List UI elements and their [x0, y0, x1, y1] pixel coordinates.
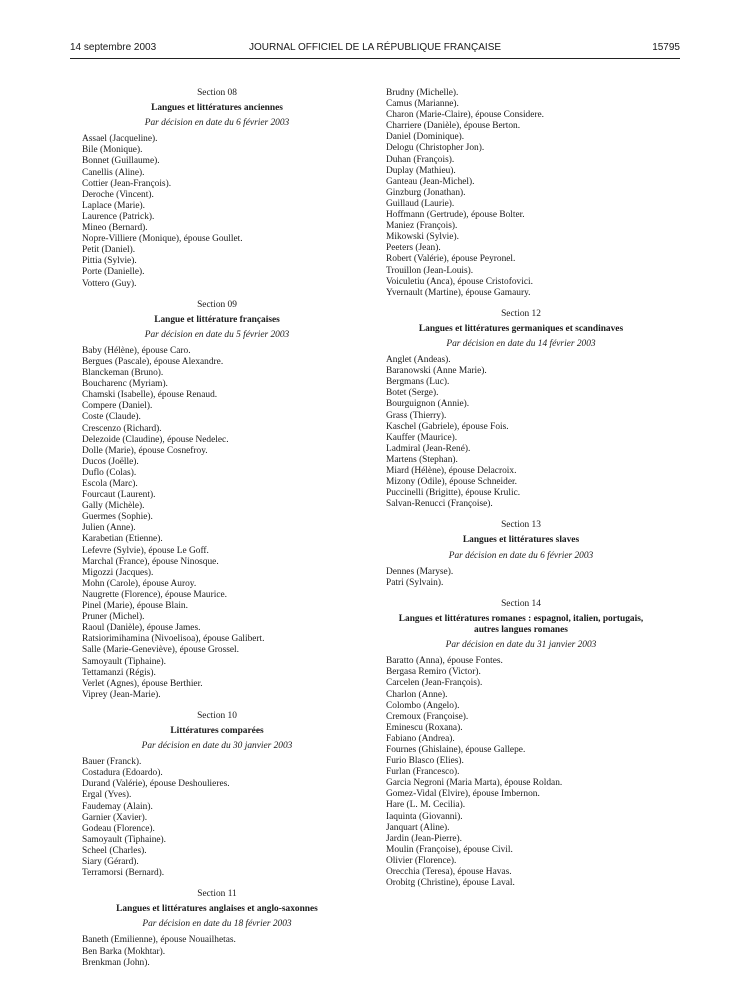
- list-item: Furlan (Francesco).: [386, 767, 460, 778]
- section: [386, 309, 656, 511]
- right-column: [386, 88, 656, 899]
- list-item: Crescenzo (Richard).: [82, 423, 162, 434]
- section-decision-date: Par décision en date du 5 février 2003: [144, 329, 290, 340]
- section-number: Section 10: [197, 710, 237, 721]
- list-item: Laplace (Marie).: [82, 200, 145, 211]
- list-item: Patri (Sylvain).: [386, 577, 444, 588]
- section-decision-date: Par décision en date du 30 janvier 2003: [141, 741, 293, 752]
- section: [82, 300, 352, 701]
- section-title: Langues et littératures romanes : espagnol, italien, portugais, autres langues romanes: [398, 613, 644, 636]
- header-journal-title: JOURNAL OFFICIEL DE LA RÉPUBLIQUE FRANÇAISE: [248, 42, 502, 53]
- section-title: Littératures comparées: [170, 725, 264, 736]
- section: [386, 520, 656, 588]
- section-title: Langue et littérature françaises: [154, 314, 280, 325]
- list-item: Furio Blasco (Elies).: [386, 756, 464, 767]
- list-item: Ladmiral (Jean-René).: [386, 443, 471, 454]
- name-list: [386, 88, 656, 299]
- list-item: Camus (Marianne).: [386, 99, 459, 110]
- section-number: Section 09: [197, 299, 237, 310]
- list-item: Bergmans (Luc).: [386, 377, 450, 388]
- name-list: [82, 935, 352, 968]
- header-page-number: 15795: [652, 42, 680, 53]
- list-item: Orobitg (Christine), épouse Laval.: [386, 878, 515, 889]
- name-list: [386, 567, 656, 589]
- list-item: Karabetian (Etienne).: [82, 534, 163, 545]
- list-item: Compere (Daniel).: [82, 401, 153, 412]
- list-item: Mohn (Carole), épouse Auroy.: [82, 578, 197, 589]
- list-item: Orecchia (Teresa), épouse Havas.: [386, 867, 512, 877]
- list-item: Robert (Valérie), épouse Peyronel.: [386, 254, 516, 265]
- section-decision-date: Par décision en date du 14 février 2003: [446, 338, 596, 349]
- list-item: Dolle (Marie), épouse Cosnefroy.: [82, 445, 208, 456]
- list-item: Canellis (Aline).: [82, 167, 145, 178]
- left-column: [82, 88, 352, 979]
- section-title: Langues et littératures slaves: [462, 535, 580, 546]
- list-item: Cremoux (Françoise).: [386, 711, 469, 722]
- list-item: Fourcaut (Laurent).: [82, 490, 156, 501]
- section-decision-date: Par décision en date du 31 janvier 2003: [445, 640, 597, 651]
- list-item: Martens (Stephan).: [386, 454, 458, 465]
- list-item: Migozzi (Jacques).: [82, 567, 154, 578]
- list-item: Tettamanzi (Régis).: [82, 667, 156, 678]
- list-item: Delezoide (Claudine), épouse Nedelec.: [82, 434, 229, 445]
- list-item: Peeters (Jean).: [386, 243, 441, 254]
- section-number: Section 08: [197, 88, 237, 98]
- list-item: Anglet (Andeas).: [386, 355, 451, 366]
- list-item: Kaschel (Gabriele), épouse Fois.: [386, 421, 509, 432]
- list-item: Blanckeman (Bruno).: [82, 368, 164, 379]
- header-rule: [70, 58, 680, 59]
- list-item: Colombo (Angelo).: [386, 700, 460, 711]
- list-item: Baneth (Emilienne), épouse Nouailhetas.: [82, 935, 236, 946]
- list-item: Charon (Marie-Claire), épouse Considere.: [386, 110, 545, 121]
- header-date: 14 septembre 2003: [70, 42, 157, 53]
- list-item: Bauer (Franck).: [82, 757, 142, 768]
- list-item: Janquart (Aline).: [386, 822, 450, 833]
- list-item: Assael (Jacqueline).: [82, 134, 158, 145]
- list-item: Hare (L. M. Cecilia).: [386, 800, 466, 811]
- list-item: Mikowski (Sylvie).: [386, 232, 459, 243]
- list-item: Deroche (Vincent).: [82, 189, 154, 200]
- list-item: Julien (Anne).: [82, 523, 136, 534]
- name-list: [82, 134, 352, 289]
- list-item: Petit (Daniel).: [82, 245, 136, 256]
- list-item: Charriere (Danièle), épouse Berton.: [386, 121, 521, 132]
- list-item: Siary (Gérard).: [82, 857, 139, 867]
- name-list: [386, 355, 656, 510]
- page-header: [70, 42, 680, 58]
- name-list: [82, 346, 352, 701]
- list-item: Duhan (François).: [386, 154, 455, 165]
- list-item: Puccinelli (Brigitte), épouse Krulic.: [386, 488, 521, 499]
- list-item: Guermes (Sophie).: [82, 512, 153, 523]
- list-item: Lefevre (Sylvie), épouse Le Goff.: [82, 545, 209, 556]
- list-item: Brudny (Michelle).: [386, 88, 459, 98]
- list-item: Garnier (Xavier).: [82, 812, 148, 823]
- list-item: Costadura (Edoardo).: [82, 768, 163, 779]
- list-item: Yvernault (Martine), épouse Gamaury.: [386, 287, 531, 298]
- list-item: Voiculetiu (Anca), épouse Cristofovici.: [386, 276, 533, 287]
- list-item: Fabiano (Andrea).: [386, 733, 455, 744]
- list-item: Gally (Michèle).: [82, 501, 145, 512]
- list-item: Trouillon (Jean-Louis).: [386, 265, 474, 276]
- list-item: Delogu (Christopher Jon).: [386, 143, 485, 154]
- list-item: Durand (Valérie), épouse Deshoulieres.: [82, 779, 230, 790]
- list-item: Moulin (Françoise), épouse Civil.: [386, 844, 513, 855]
- list-item: Terramorsi (Bernard).: [82, 868, 165, 879]
- list-item: Salvan-Renucci (Françoise).: [386, 499, 493, 510]
- list-item: Cottier (Jean-François).: [82, 178, 172, 189]
- section-number: Section 11: [197, 889, 237, 900]
- list-item: Miard (Hélène), épouse Delacroix.: [386, 466, 517, 476]
- list-item: Ginzburg (Jonathan).: [386, 187, 466, 198]
- list-item: Chamski (Isabelle), épouse Renaud.: [82, 390, 218, 401]
- list-item: Ratsiorimihamina (Nivoelisoa), épouse Galibert.: [82, 634, 265, 645]
- list-item: Gomez-Vidal (Elvire), épouse Imbernon.: [386, 789, 540, 800]
- list-item: Mineo (Bernard).: [82, 223, 148, 234]
- list-item: Dennes (Maryse).: [386, 566, 454, 577]
- section: [386, 599, 656, 889]
- list-item: Porte (Danielle).: [82, 267, 145, 278]
- section-number: Section 12: [501, 308, 541, 319]
- list-item: Scheel (Charles).: [82, 845, 147, 856]
- list-item: Bonnet (Guillaume).: [82, 156, 160, 167]
- list-item: Olivier (Florence).: [386, 855, 457, 866]
- section-decision-date: Par décision en date du 18 février 2003: [142, 919, 292, 930]
- list-item: Bile (Monique).: [82, 145, 143, 156]
- list-item: Escola (Marc).: [82, 479, 138, 489]
- section-title: Langues et littératures germaniques et scandinaves: [418, 323, 624, 334]
- list-item: Vottero (Guy).: [82, 278, 137, 289]
- list-item: Marchal (France), épouse Ninosque.: [82, 556, 219, 567]
- list-item: Boucharenc (Myriam).: [82, 379, 168, 390]
- list-item: Botet (Serge).: [386, 388, 439, 399]
- list-item: Laurence (Patrick).: [82, 211, 155, 222]
- list-item: Samoyault (Tiphaine).: [82, 656, 167, 667]
- list-item: Ducos (Joëlle).: [82, 456, 139, 467]
- section-title: Langues et littératures anglaises et anglo-saxonnes: [116, 904, 318, 915]
- section: [82, 711, 352, 879]
- list-item: Jardin (Jean-Pierre).: [386, 833, 463, 844]
- list-item: Hoffmann (Gertrude), épouse Bolter.: [386, 210, 525, 221]
- list-item: Baranowski (Anne Marie).: [386, 366, 487, 377]
- list-item: Ergal (Yves).: [82, 790, 132, 801]
- section: [82, 88, 352, 290]
- name-list: [386, 656, 656, 889]
- list-item: Kauffer (Maurice).: [386, 432, 458, 443]
- list-item: Bergasa Remiro (Victor).: [386, 667, 481, 678]
- list-item: Faudemay (Alain).: [82, 801, 153, 812]
- list-item: Guillaud (Laurie).: [386, 198, 455, 209]
- list-item: Ben Barka (Mokhtar).: [82, 946, 166, 957]
- section: [82, 889, 352, 969]
- list-item: Pinel (Marie), épouse Blain.: [82, 601, 188, 612]
- list-item: Viprey (Jean-Marie).: [82, 689, 161, 700]
- list-item: Raoul (Danièle), épouse James.: [82, 623, 201, 634]
- list-item: Iaquinta (Giovanni).: [386, 811, 463, 822]
- section: [386, 88, 656, 299]
- section-number: Section 13: [501, 520, 541, 531]
- list-item: Pruner (Michel).: [82, 612, 145, 623]
- section-number: Section 14: [501, 598, 541, 609]
- list-item: Baby (Hélène), épouse Caro.: [82, 345, 191, 356]
- list-item: Coste (Claude).: [82, 412, 141, 423]
- list-item: Godeau (Florence).: [82, 823, 155, 834]
- list-item: Samoyault (Tiphaine).: [82, 834, 167, 845]
- list-item: Naugrette (Florence), épouse Maurice.: [82, 589, 227, 600]
- list-item: Bergues (Pascale), épouse Alexandre.: [82, 356, 224, 367]
- name-list: [82, 757, 352, 879]
- list-item: Duflo (Colas).: [82, 467, 137, 478]
- list-item: Brenkman (John).: [82, 957, 150, 968]
- list-item: Eminescu (Roxana).: [386, 722, 463, 733]
- list-item: Baratto (Anna), épouse Fontes.: [386, 656, 503, 667]
- list-item: Duplay (Mathieu).: [386, 165, 456, 176]
- section-title: Langues et littératures anciennes: [151, 103, 283, 114]
- list-item: Pittia (Sylvie).: [82, 256, 137, 267]
- list-item: Salle (Marie-Geneviève), épouse Grossel.: [82, 645, 239, 656]
- list-item: Carcelen (Jean-François).: [386, 678, 483, 689]
- list-item: Maniez (François).: [386, 221, 458, 232]
- list-item: Ganteau (Jean-Michel).: [386, 176, 475, 187]
- section-decision-date: Par décision en date du 6 février 2003: [144, 118, 290, 129]
- section-decision-date: Par décision en date du 6 février 2003: [448, 550, 594, 561]
- list-item: Charlon (Anne).: [386, 689, 448, 700]
- list-item: Bourguignon (Annie).: [386, 399, 470, 410]
- list-item: Daniel (Dominique).: [386, 132, 465, 143]
- list-item: Grass (Thierry).: [386, 410, 447, 421]
- list-item: Verlet (Agnes), épouse Berthier.: [82, 678, 203, 689]
- list-item: Nopre-Villiere (Monique), épouse Goullet.: [82, 234, 243, 245]
- list-item: Mizony (Odile), épouse Schneider.: [386, 477, 517, 488]
- list-item: Fournes (Ghislaine), épouse Gallepe.: [386, 744, 526, 755]
- list-item: Garcia Negroni (Maria Marta), épouse Roldan.: [386, 778, 563, 789]
